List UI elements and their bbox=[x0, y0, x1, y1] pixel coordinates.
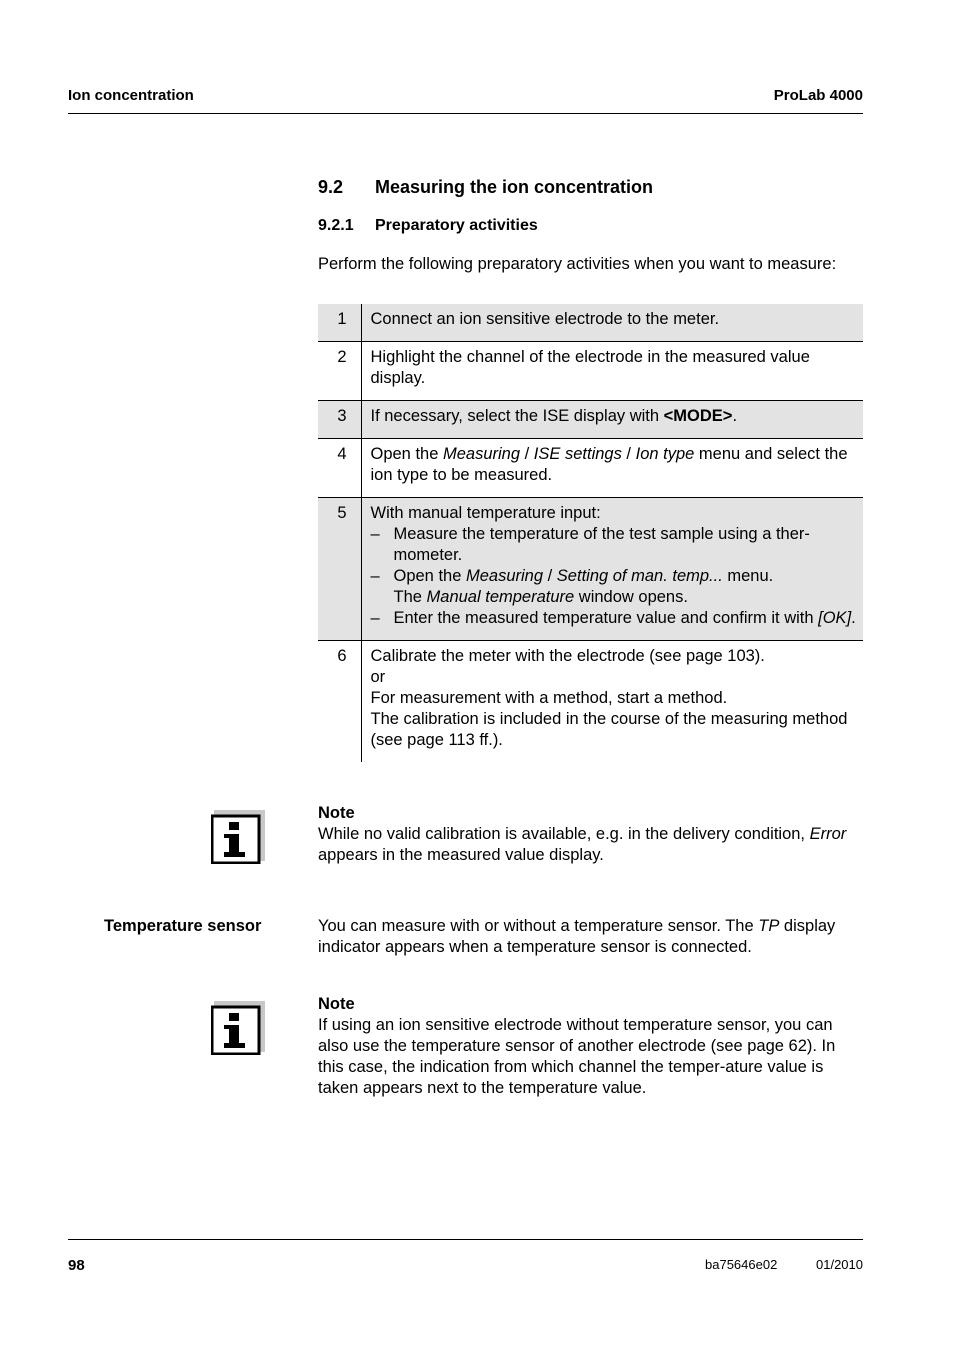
document-id: ba75646e02 bbox=[705, 1257, 778, 1272]
margin-label-temperature-sensor: Temperature sensor bbox=[104, 917, 262, 935]
step-number: 5 bbox=[318, 498, 361, 641]
section-number: 9.2 bbox=[318, 177, 344, 197]
step-row bbox=[318, 401, 863, 439]
intro-text: Perform the following preparatory activities when you want to measure: bbox=[318, 255, 837, 273]
step-text: Connect an ion sensitive electrode to the meter. bbox=[361, 304, 863, 342]
step-number: 6 bbox=[318, 641, 361, 763]
running-header-left: Ion concentration bbox=[68, 87, 194, 104]
temperature-sensor-text: You can measure with or without a temperature sensor. The TP display indicator appears when a temperature sensor is connected. bbox=[318, 917, 836, 956]
dash-item: – Open the Measuring / Setting of man. temp... menu. The Manual temperature window opens. bbox=[370, 567, 774, 606]
step-row bbox=[318, 498, 863, 641]
page-number: 98 bbox=[68, 1257, 85, 1274]
note-title: Note bbox=[318, 995, 355, 1013]
subsection-heading bbox=[318, 217, 538, 235]
step-lead: With manual temperature input: bbox=[370, 504, 601, 522]
note-title: Note bbox=[318, 804, 355, 822]
steps-table bbox=[318, 304, 863, 762]
running-header-right: ProLab 4000 bbox=[773, 87, 863, 104]
step-number: 3 bbox=[318, 401, 361, 439]
note-text: If using an ion sensitive electrode without temperature sensor, you can also use the temperature sensor of another electrode (see page 62). In this case, the indication from which channel the temper-ature value is taken appears next to the temperature value. bbox=[318, 1016, 836, 1097]
step-text bbox=[361, 498, 863, 641]
footer-rule bbox=[68, 1239, 863, 1240]
info-icon bbox=[211, 1001, 265, 1055]
step-row bbox=[318, 304, 863, 342]
header-rule bbox=[68, 113, 863, 114]
subsection-number: 9.2.1 bbox=[318, 217, 354, 234]
section-title: Measuring the ion concentration bbox=[375, 177, 654, 197]
step-text: If necessary, select the ISE display with <MODE>. bbox=[361, 401, 863, 439]
step-text: Calibrate the meter with the electrode (see page 103). or For measurement with a method, start a method. The calibration is included in the course of the measuring method (see page 113 ff.). bbox=[361, 641, 863, 763]
dash-item: – Enter the measured temperature value and confirm it with [OK]. bbox=[370, 609, 856, 627]
note-1 bbox=[318, 803, 863, 866]
step-number: 2 bbox=[318, 342, 361, 401]
note-text: While no valid calibration is available, e.g. in the delivery condition, Error appears in the measured value display. bbox=[318, 825, 847, 864]
section-heading bbox=[318, 177, 653, 198]
subsection-title: Preparatory activities bbox=[375, 217, 538, 234]
step-text: Highlight the channel of the electrode in the measured value display. bbox=[361, 342, 863, 401]
step-row bbox=[318, 342, 863, 401]
info-icon bbox=[211, 810, 265, 864]
step-row bbox=[318, 641, 863, 763]
document-date: 01/2010 bbox=[816, 1257, 863, 1272]
step-text: Open the Measuring / ISE settings / Ion type menu and select the ion type to be measured. bbox=[361, 439, 863, 498]
step-row bbox=[318, 439, 863, 498]
mode-key: <MODE> bbox=[663, 407, 733, 425]
step-number: 4 bbox=[318, 439, 361, 498]
note-2 bbox=[318, 994, 863, 1099]
dash-item: – Measure the temperature of the test sample using a ther-mometer. bbox=[370, 525, 810, 564]
step-number: 1 bbox=[318, 304, 361, 342]
